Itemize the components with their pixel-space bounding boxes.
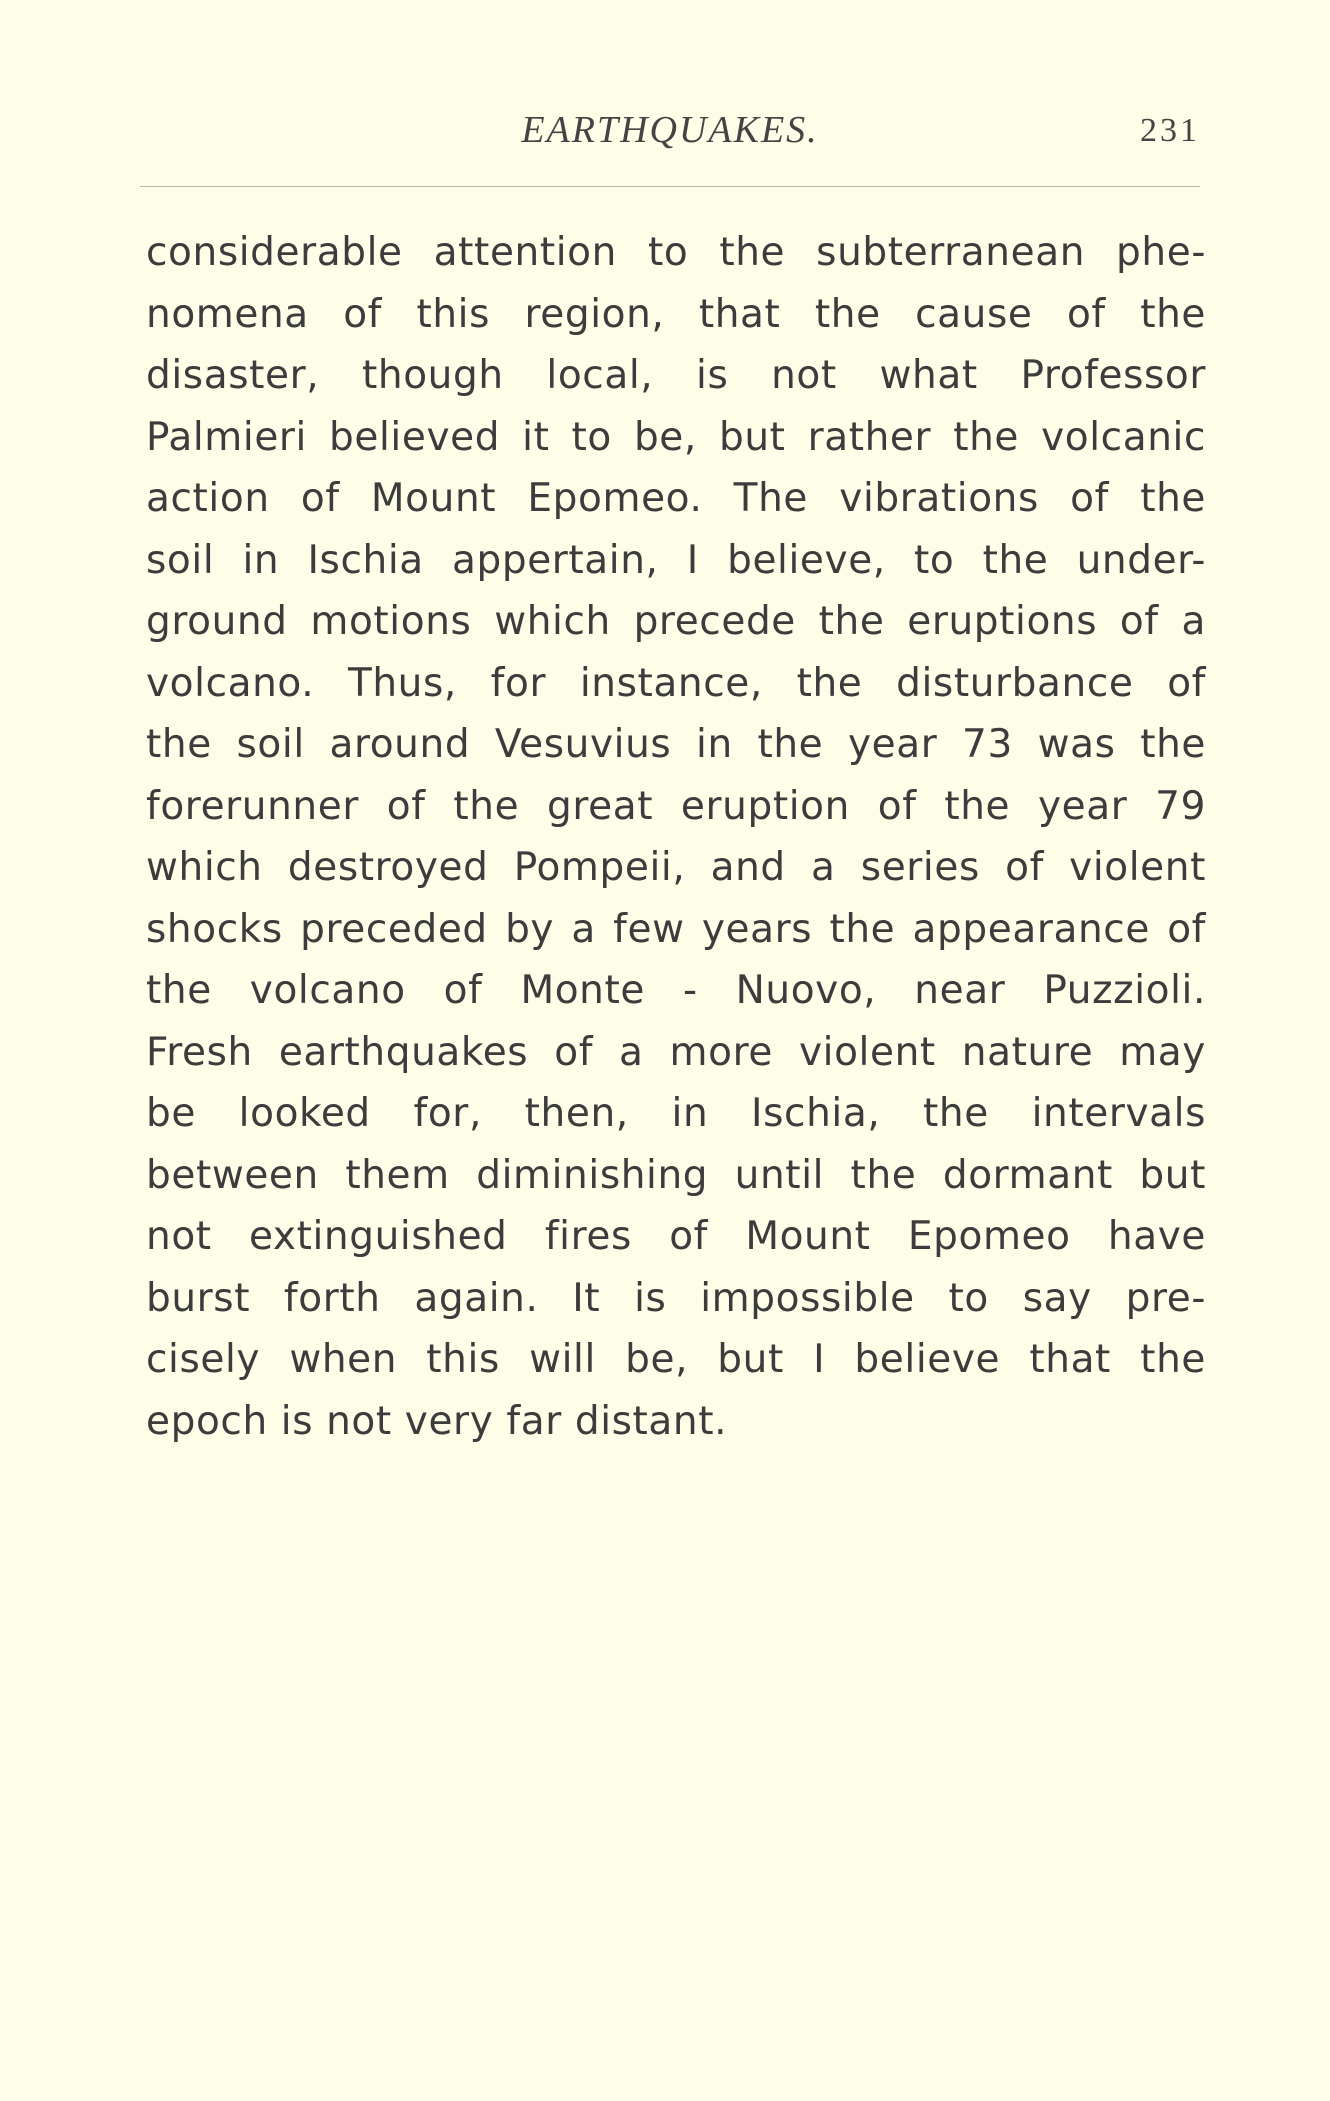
text-line: shocks preceded by a few years the appearance of [146, 906, 1206, 952]
text-line: be looked for, then, in Ischia, the intervals [146, 1091, 1206, 1136]
text-line: cisely when this will be, but I believe that the [146, 1337, 1206, 1382]
text-line: the soil around Vesuvius in the year 73 was the [146, 722, 1206, 767]
text-line: Palmieri believed it to be, but rather the volcanic [146, 414, 1206, 460]
text-line: ground motions which precede the eruptions of a [146, 599, 1206, 644]
text-line: disaster, though local, is not what Professor [146, 353, 1206, 398]
body-paragraph [146, 222, 1206, 1452]
text-line: action of Mount Epomeo. The vibrations of the [146, 476, 1206, 521]
text-line: which destroyed Pompeii, and a series of violent [146, 845, 1206, 890]
text-line: not extinguished fires of Mount Epomeo have [146, 1214, 1206, 1259]
text-line: Fresh earthquakes of a more violent nature may [146, 1029, 1206, 1075]
text-line: the volcano of Monte - Nuovo, near Puzzioli. [146, 968, 1206, 1013]
text-line: volcano. Thus, for instance, the disturbance of [146, 660, 1206, 706]
text-line: nomena of this region, that the cause of the [146, 291, 1206, 337]
running-head [140, 108, 1200, 168]
header-rule [140, 186, 1200, 187]
text-line: epoch is not very far distant. [146, 1398, 728, 1444]
text-line: between them diminishing until the dormant but [146, 1152, 1206, 1198]
page-number: 231 [1140, 112, 1200, 149]
text-line: considerable attention to the subterranean phe- [146, 230, 1206, 275]
running-title: EARTHQUAKES. [521, 109, 819, 151]
text-line: forerunner of the great eruption of the year 79 [146, 783, 1206, 829]
text-line: soil in Ischia appertain, I believe, to the under- [146, 537, 1206, 583]
text-line: burst forth again. It is impossible to say pre- [146, 1275, 1206, 1321]
